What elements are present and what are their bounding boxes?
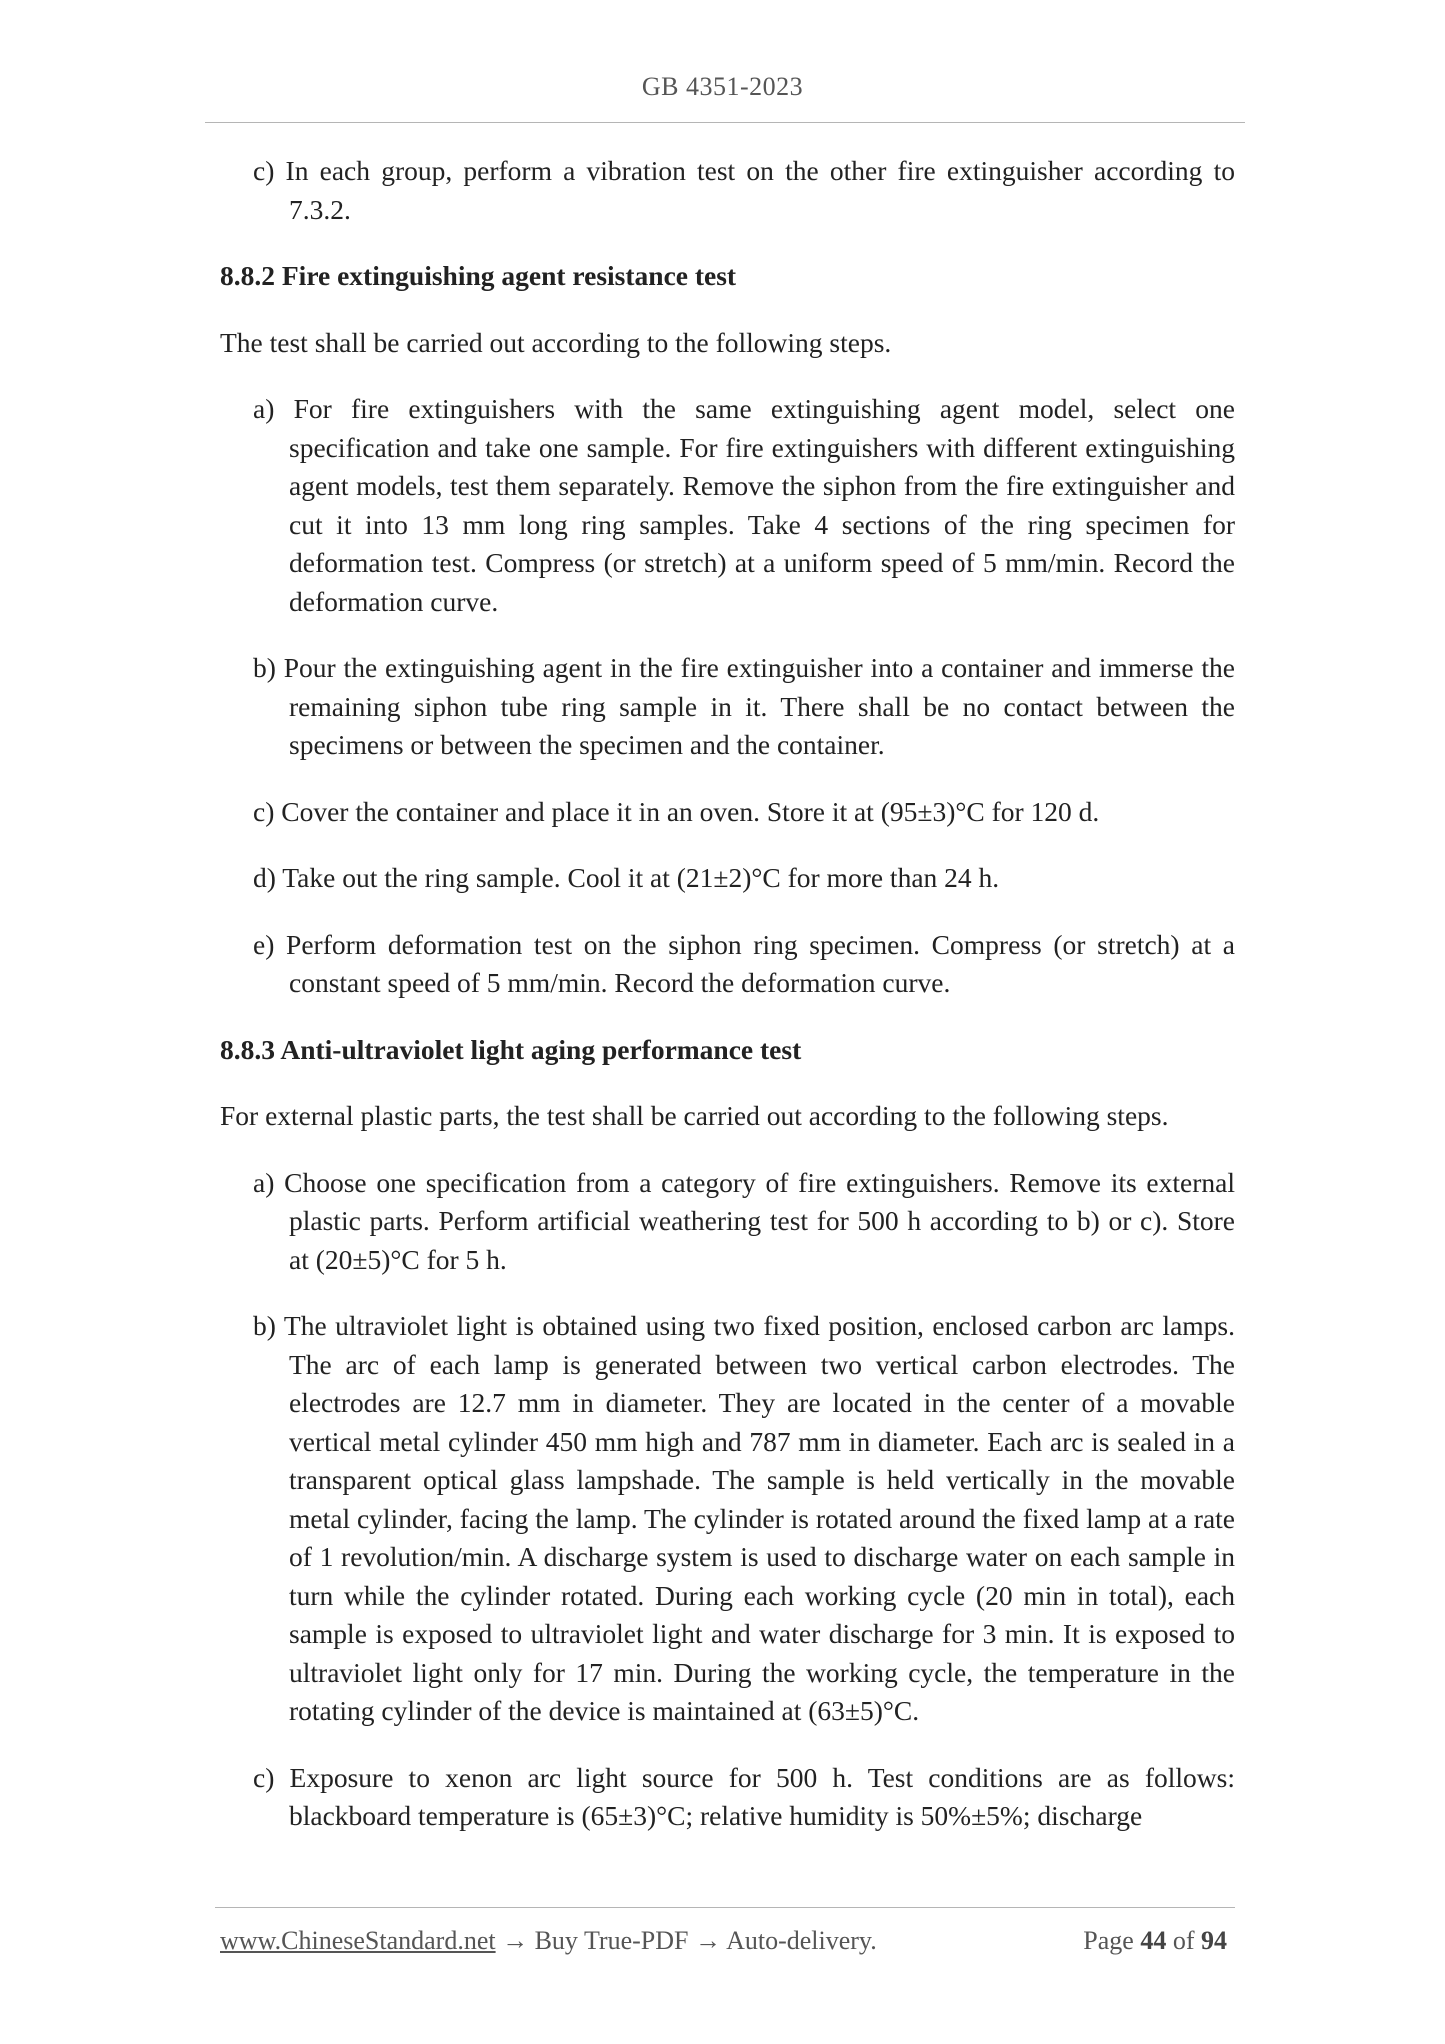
document-header <box>0 72 1445 102</box>
page-content <box>220 152 1235 1864</box>
list-item: c) Exposure to xenon arc light source for 500 h. Test conditions are as follows: blackboard temperature is (65±3)°C; relative humidity is 50%±5%; discharge <box>253 1761 1235 1831</box>
header-divider <box>205 122 1245 123</box>
list-item: c) Cover the container and place it in an oven. Store it at (95±3)°C for 120 d. <box>253 795 1100 827</box>
arrow-right-icon: → <box>502 1926 529 1955</box>
list-item: b) The ultraviolet light is obtained using two fixed position, enclosed carbon arc lamps. The arc of each lamp is generated between two vertical carbon electrodes. The electrodes are 12.7 mm in diameter. They are located in the center of a movable vertical metal cylinder 450 mm high and 787 mm in diameter. Each arc is sealed in a transparent optical glass lampshade. The sample is held vertically in the movable metal cylinder, facing the lamp. The cylinder is rotated around the fixed lamp at a rate of 1 revolution/min. A discharge system is used to discharge water on each sample in turn while the cylinder rotated. During each working cycle (20 min in total), each sample is exposed to ultraviolet light and water discharge for 3 min. It is exposed to ultraviolet light only for 17 min. During the working cycle, the temperature in the rotating cylinder of the device is maintained at (63±5)°C. <box>253 1310 1236 1726</box>
list-item: a) For fire extinguishers with the same extinguishing agent model, select one specification and take one sample. For fire extinguishers with different extinguishing agent models, test them separately. Remove the siphon from the fire extinguisher and cut it into 13 mm long ring samples. Take 4 sections of the ring specimen for deformation test. Compress (or stretch) at a uniform speed of 5 mm/min. Record the deformation curve. <box>253 393 1235 617</box>
page-indicator <box>1083 1926 1227 1956</box>
section-heading-8-8-3: 8.8.3 Anti-ultraviolet light aging performance test <box>220 1033 802 1065</box>
arrow-right-icon: → <box>695 1926 721 1955</box>
page-label: Page <box>1083 1926 1134 1955</box>
standard-number: GB 4351-2023 <box>641 72 804 101</box>
page-total: 94 <box>1201 1926 1227 1955</box>
page-current: 44 <box>1140 1926 1167 1955</box>
section-intro: The test shall be carried out according to the following steps. <box>220 326 892 358</box>
auto-delivery-text: Auto-delivery. <box>726 1926 877 1955</box>
website-link[interactable]: www.ChineseStandard.net <box>220 1926 496 1955</box>
list-item: b) Pour the extinguishing agent in the fire extinguisher into a container and immerse the remaining siphon tube ring sample in it. There shall be no contact between the specimens or between the specimen and the container. <box>253 652 1235 760</box>
section-intro: For external plastic parts, the test shall be carried out according to the following steps. <box>220 1100 1169 1131</box>
list-item: e) Perform deformation test on the siphon ring specimen. Compress (or stretch) at a constant speed of 5 mm/min. Record the deformation curve. <box>253 928 1235 998</box>
list-item: d) Take out the ring sample. Cool it at (21±2)°C for more than 24 h. <box>253 862 1000 893</box>
list-item: c) In each group, perform a vibration test on the other fire extinguisher according to 7.3.2. <box>253 155 1235 225</box>
buy-pdf-text: Buy True-PDF <box>534 1926 689 1955</box>
list-item: a) Choose one specification from a category of fire extinguishers. Remove its external plastic parts. Perform artificial weathering test for 500 h according to b) or c). Store at (20±5)°C for 5 h. <box>253 1166 1235 1275</box>
page-of-label: of <box>1172 1926 1195 1955</box>
section-heading-8-8-2: 8.8.2 Fire extinguishing agent resistance test <box>220 260 737 291</box>
footer-divider <box>215 1907 1235 1908</box>
footer-promo <box>220 1926 877 1956</box>
